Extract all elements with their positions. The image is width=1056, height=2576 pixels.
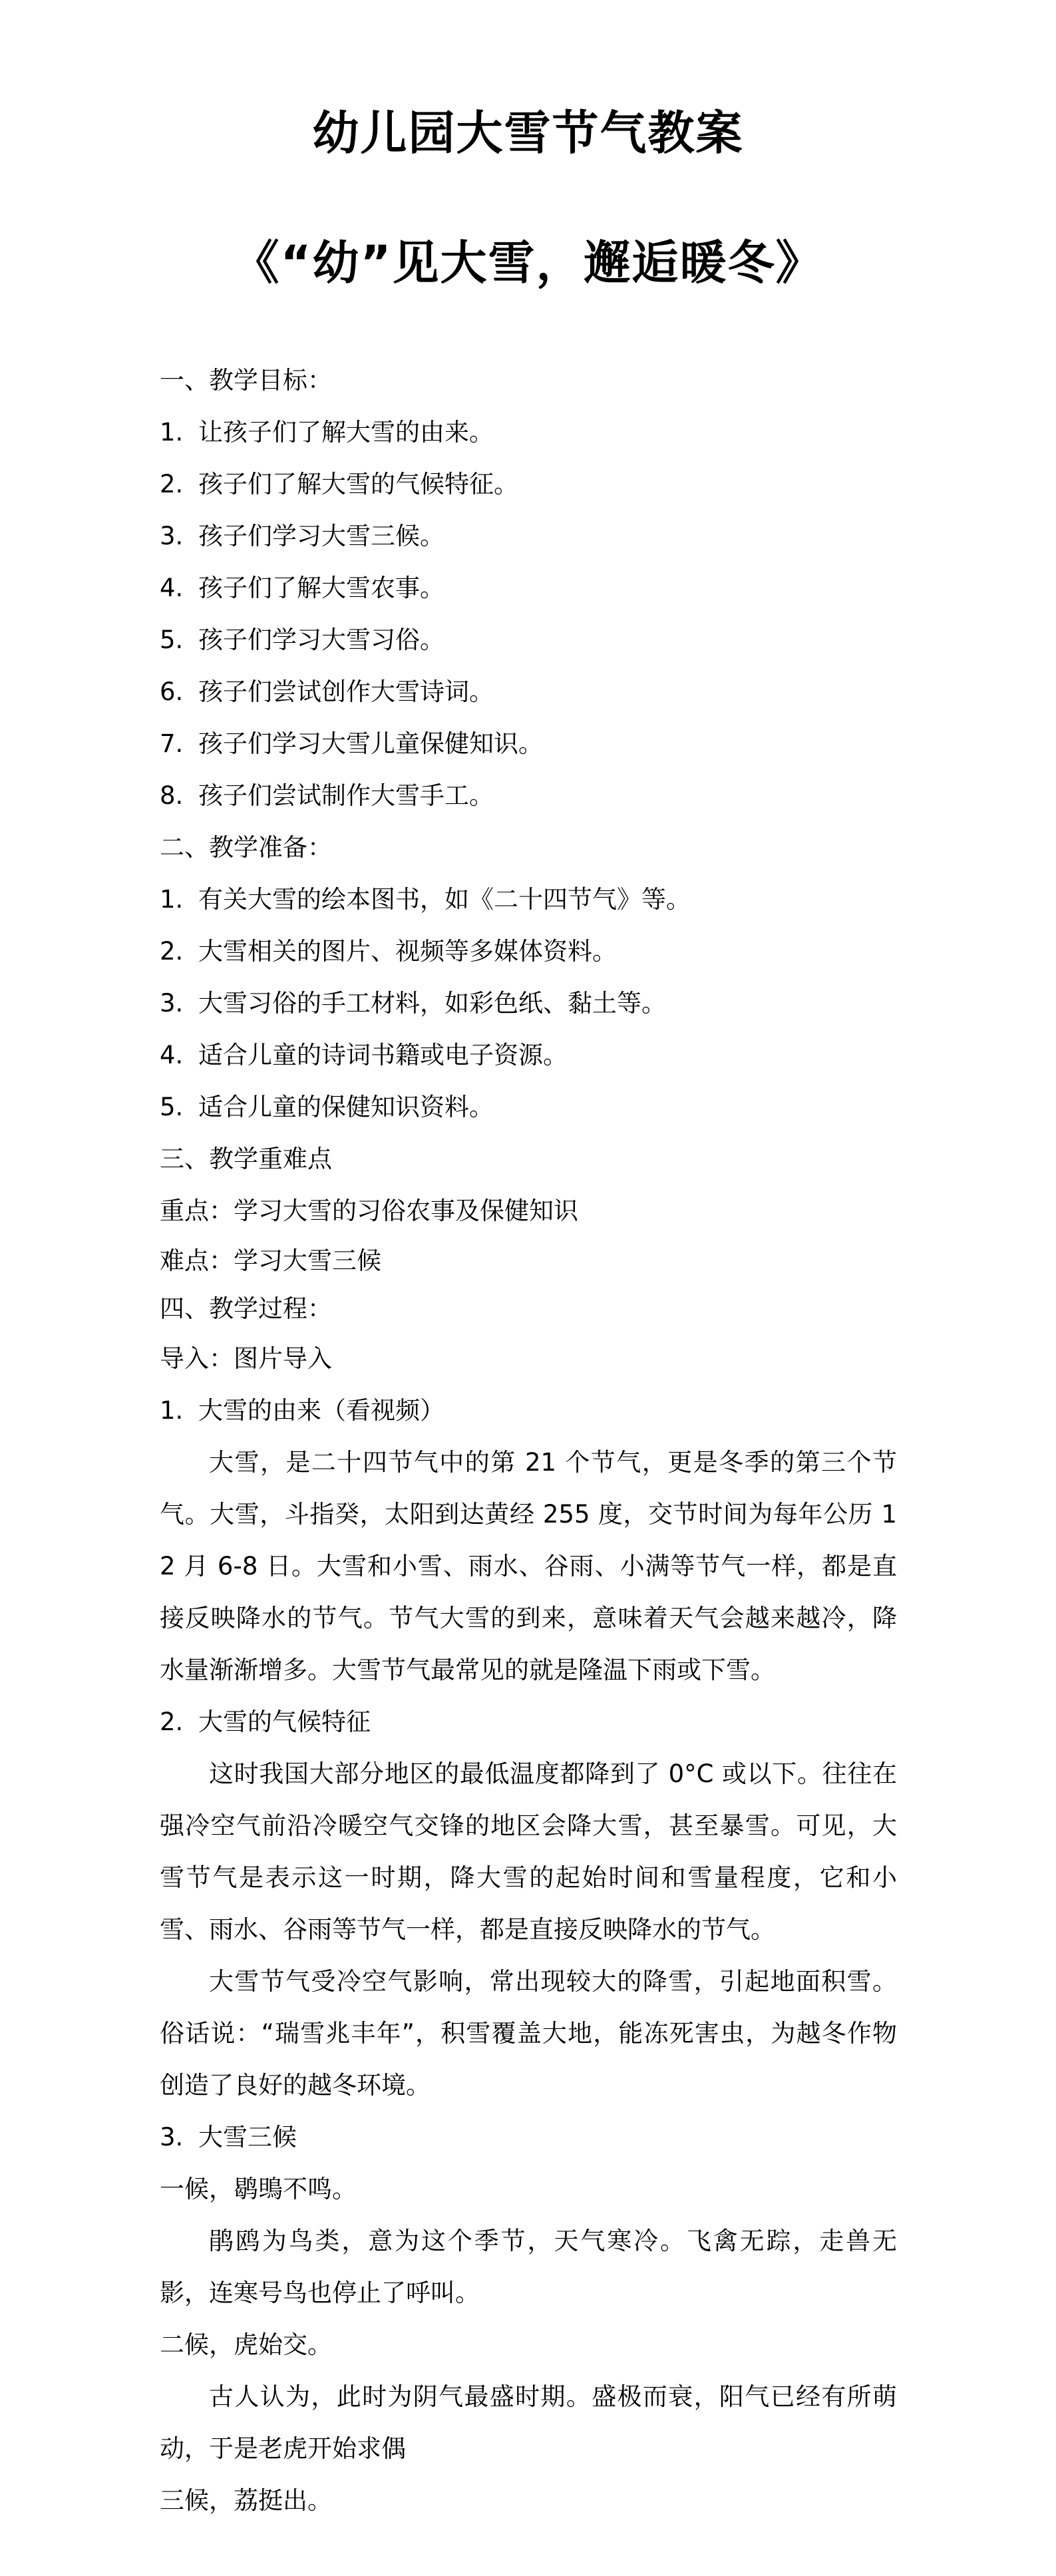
list-text: 孩子们了解大雪农事。 [198,574,444,602]
section-heading-objectives: 一、教学目标： [160,366,332,395]
document-subtitle: 《“幼”见大雪，邂逅暖冬》 [232,236,824,290]
paragraph-climate-1: 这时我国大部分地区的最低温度都降到了 0°C 或以下。往往在强冷空气前沿冷暖空气交锋的地区会降大雪，甚至暴雪。可见，大雪节气是表示这一时期，降大雪的起始时间和雪量程度，它和小雪、雨水、谷雨等节气一样，都是直接反映降水的节气。 [160,1759,897,1944]
list-number: 7. [160,729,184,758]
list-item [160,1029,897,1081]
list-item [160,1081,897,1133]
list-item [160,614,897,666]
list-number: 5. [160,1093,184,1121]
hou-3-title: 三候，荔挺出。 [160,2486,332,2515]
subsection-heading [160,1385,897,1437]
list-text: 大雪相关的图片、视频等多媒体资料。 [198,937,617,966]
list-number: 6. [160,677,184,706]
list-number: 8. [160,781,184,810]
difficult-point: 难点：学习大雪三候 [160,1246,381,1275]
list-item [160,510,897,562]
list-item [160,407,897,459]
hou-2-title: 二候，虎始交。 [160,2330,332,2359]
list-item [160,770,897,822]
list-number: 5. [160,626,184,654]
list-number: 1. [160,418,184,447]
list-number: 2. [160,470,184,498]
list-item [160,562,897,614]
list-item [160,459,897,510]
list-text: 适合儿童的诗词书籍或电子资源。 [198,1041,568,1069]
key-point: 重点：学习大雪的习俗农事及保健知识 [160,1196,578,1225]
list-text: 让孩子们了解大雪的由来。 [198,418,494,447]
intro-line: 导入：图片导入 [160,1344,332,1373]
subsection-heading [160,1696,897,1748]
hou-2-description: 古人认为，此时为阴气最盛时期。盛极而衰，阳气已经有所萌动，于是老虎开始求偶 [160,2382,897,2463]
hou-1-description: 鹃鸥为鸟类，意为这个季节，天气寒冷。飞禽无踪，走兽无影，连寒号鸟也停止了呼叫。 [160,2227,897,2307]
list-item [160,666,897,718]
list-text: 有关大雪的绘本图书，如《二十四节气》等。 [198,885,691,914]
list-number: 2. [160,1708,184,1736]
list-number: 1. [160,885,184,914]
list-item [160,718,897,770]
list-text: 孩子们尝试创作大雪诗词。 [198,677,494,706]
list-text: 孩子们了解大雪的气候特征。 [198,470,518,498]
list-item [160,874,897,926]
list-text: 大雪习俗的手工材料，如彩色纸、黏土等。 [198,989,666,1017]
subsection-title: 大雪三候 [198,2123,297,2151]
paragraph-climate-2: 大雪节气受冷空气影响，常出现较大的降雪，引起地面积雪。俗话说：“瑞雪兆丰年”，积雪覆盖大地，能冻死害虫，为越冬作物创造了良好的越冬环境。 [160,1967,897,2100]
list-number: 2. [160,937,184,966]
list-number: 3. [160,522,184,550]
list-text: 孩子们尝试制作大雪手工。 [198,781,494,810]
subsection-title: 大雪的气候特征 [198,1708,371,1736]
list-item [160,978,897,1029]
list-number: 4. [160,574,184,602]
hou-1-title: 一候，鹖鴠不鸣。 [160,2175,357,2203]
list-number: 3. [160,989,184,1017]
document-title: 幼儿园大雪节气教案 [312,106,744,160]
subsection-heading [160,2112,897,2163]
section-heading-key-difficult-points: 三、教学重难点 [160,1145,332,1173]
list-number: 3. [160,2123,184,2151]
section-heading-preparation: 二、教学准备： [160,833,332,862]
section-heading-teaching-process: 四、教学过程： [160,1294,332,1323]
subsection-title: 大雪的由来（看视频） [198,1396,444,1425]
paragraph-origin: 大雪，是二十四节气中的第 21 个节气，更是冬季的第三个节气。大雪，斗指癸，太阳到达黄经 255 度，交节时间为每年公历 12 月 6-8 日。大雪和小雪、雨水、谷雨、小满等节气一样，都是直接反映降水的节气。节气大雪的到来，意味着天气会越来越冷，降水量渐渐增多。大雪节气最常见的就是隆温下雨或下雪。 [160,1448,897,1684]
list-text: 适合儿童的保健知识资料。 [198,1093,494,1121]
list-text: 孩子们学习大雪习俗。 [198,626,444,654]
document-body [160,355,897,2527]
list-number: 1. [160,1396,184,1425]
list-item [160,926,897,978]
list-text: 孩子们学习大雪儿童保健知识。 [198,729,543,758]
list-text: 孩子们学习大雪三候。 [198,522,444,550]
list-number: 4. [160,1041,184,1069]
